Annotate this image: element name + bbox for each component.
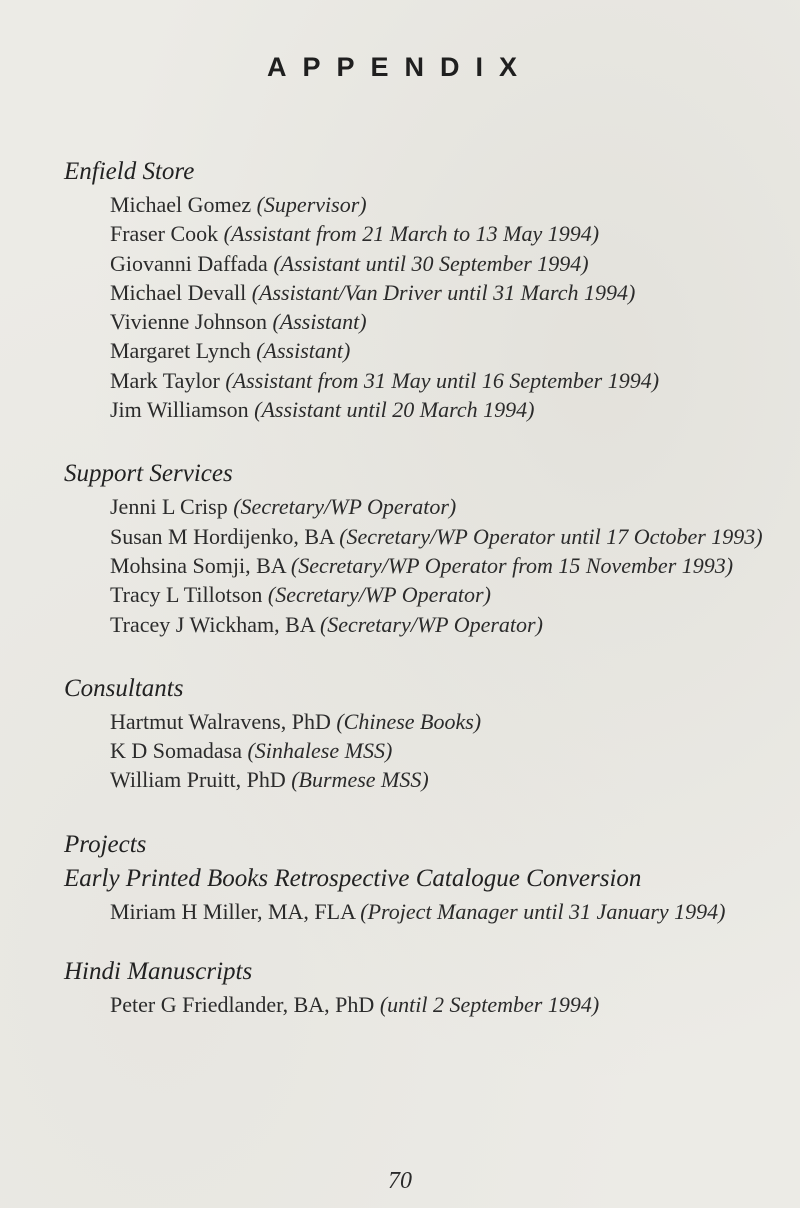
staff-name: Vivienne Johnson — [110, 309, 273, 335]
staff-entry — [110, 190, 784, 219]
section-heading: Consultants — [64, 674, 184, 702]
staff-entry — [110, 395, 784, 424]
staff-listing — [64, 156, 784, 1053]
section-enfield-store — [64, 156, 784, 424]
staff-name: Fraser Cook — [110, 221, 224, 247]
staff-name: Tracey J Wickham, BA — [110, 611, 320, 637]
staff-entry — [110, 522, 784, 551]
section-heading: Support Services — [64, 460, 233, 488]
staff-name: William Pruitt, PhD — [110, 767, 292, 793]
staff-entry — [110, 219, 784, 248]
staff-name: Jim Williamson — [110, 397, 255, 423]
staff-entry — [110, 278, 784, 307]
staff-entry — [110, 336, 784, 365]
staff-entry — [110, 610, 784, 639]
section-heading: Projects — [64, 830, 147, 858]
staff-role: (Assistant from 31 May until 16 September 1994) — [225, 367, 660, 393]
staff-name: Michael Devall — [110, 279, 252, 305]
staff-entry — [110, 366, 784, 395]
spacer — [64, 926, 784, 956]
staff-role: (Secretary/WP Operator) — [319, 611, 543, 637]
staff-role: (Project Manager until 31 January 1994) — [360, 898, 726, 924]
staff-name: Miriam H Miller, MA, FLA — [110, 898, 361, 924]
staff-name: Mark Taylor — [110, 367, 226, 393]
staff-role: (Secretary/WP Operator until 17 October 1993) — [339, 523, 763, 549]
staff-name: Mohsina Somji, BA — [110, 552, 291, 578]
staff-role: (Assistant/Van Driver until 31 March 1994) — [251, 279, 636, 305]
staff-entry — [110, 249, 784, 278]
staff-role: (Assistant from 21 March to 13 May 1994) — [223, 221, 600, 247]
staff-role: (Assistant until 30 September 1994) — [273, 250, 589, 276]
staff-name: Tracy L Tillotson — [110, 582, 268, 608]
staff-entry — [110, 990, 784, 1019]
project-title: Hindi Manuscripts — [64, 958, 253, 986]
staff-role: (Assistant) — [272, 309, 367, 335]
staff-role: (Secretary/WP Operator from 15 November 1993) — [290, 552, 734, 578]
staff-role: (Secretary/WP Operator) — [267, 582, 491, 608]
staff-name: K D Somadasa — [110, 738, 248, 764]
staff-name: Peter G Friedlander, BA, PhD — [110, 992, 380, 1018]
staff-role: (Burmese MSS) — [291, 767, 429, 793]
staff-role: (Chinese Books) — [336, 708, 482, 734]
staff-entry — [110, 492, 784, 521]
page-number: 70 — [388, 1168, 412, 1194]
staff-entry — [110, 580, 784, 609]
staff-entry — [110, 707, 784, 736]
staff-name: Michael Gomez — [110, 192, 257, 217]
staff-entry — [110, 551, 784, 580]
section-consultants — [64, 673, 784, 795]
staff-name: Jenni L Crisp — [110, 494, 234, 520]
section-projects — [64, 829, 784, 1020]
staff-entry — [110, 765, 784, 794]
project-title: Early Printed Books Retrospective Catalogue Conversion — [64, 864, 642, 892]
staff-name: Susan M Hordijenko, BA — [110, 523, 340, 549]
staff-name: Giovanni Daffada — [110, 250, 274, 276]
section-heading: Enfield Store — [64, 158, 195, 185]
staff-role: (Supervisor) — [256, 192, 367, 217]
page-header: APPENDIX — [266, 52, 534, 82]
staff-name: Margaret Lynch — [110, 338, 257, 364]
staff-entry — [110, 307, 784, 336]
staff-name: Hartmut Walravens, PhD — [110, 708, 337, 734]
section-support-services — [64, 458, 784, 638]
staff-role: (Secretary/WP Operator) — [233, 494, 457, 520]
staff-role: (Sinhalese MSS) — [247, 738, 393, 764]
staff-role: (Assistant until 20 March 1994) — [254, 397, 535, 423]
staff-role: (Assistant) — [256, 338, 351, 364]
staff-role: (until 2 September 1994) — [379, 992, 600, 1018]
staff-entry — [110, 736, 784, 765]
staff-entry — [110, 897, 784, 926]
